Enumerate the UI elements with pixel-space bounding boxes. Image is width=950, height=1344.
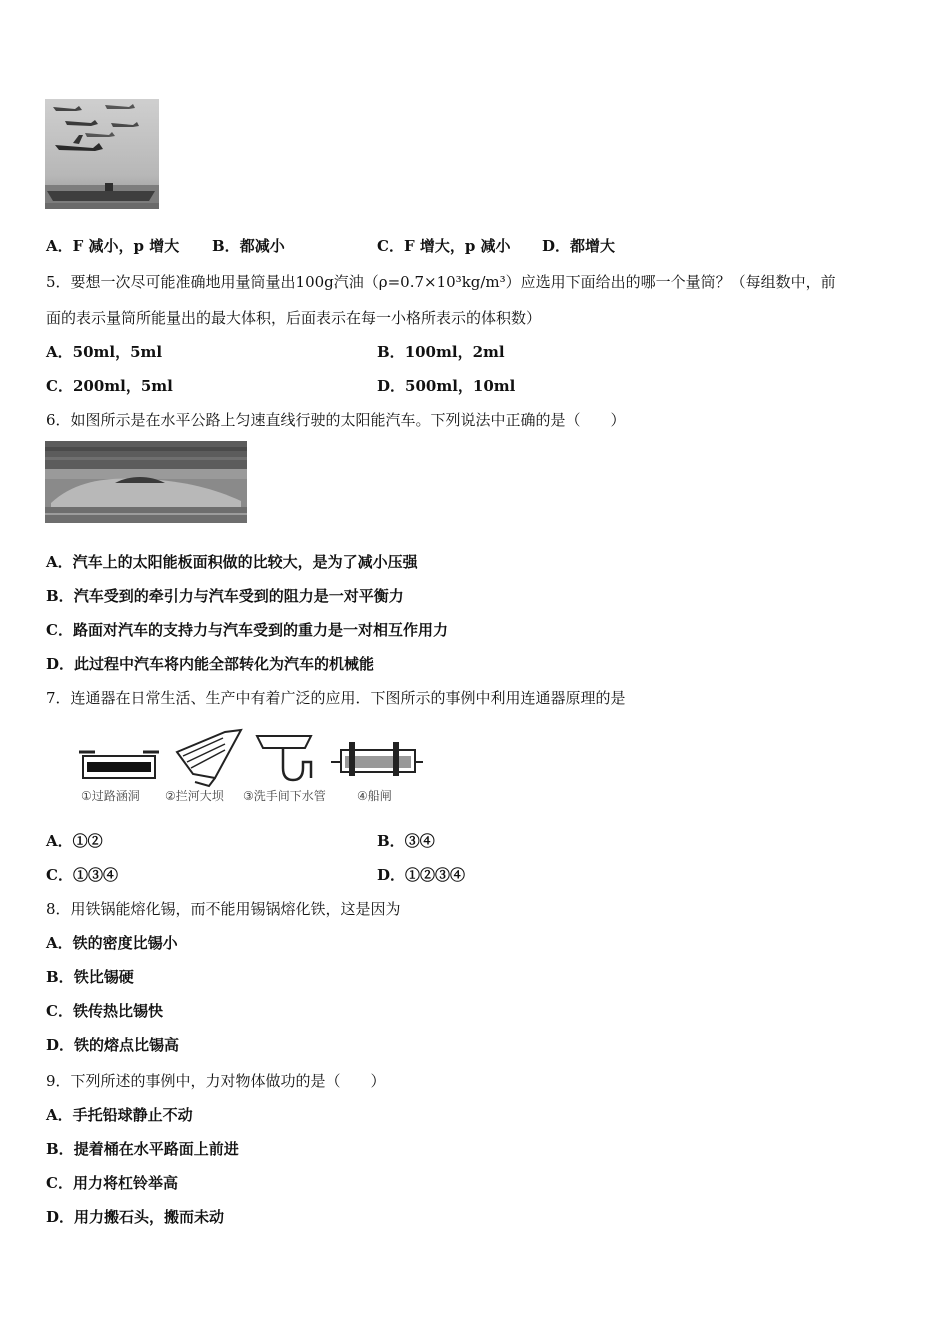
q5-option-c[interactable]: C．200ml，5ml	[46, 377, 173, 395]
q6-option-a[interactable]: A．汽车上的太阳能板面积做的比较大，是为了减小压强	[46, 553, 418, 571]
q9-option-d[interactable]: D．用力搬石头，搬而未动	[46, 1208, 225, 1226]
q5-option-a[interactable]: A．50ml，5ml	[46, 343, 163, 361]
figure-caption-3: ③洗手间下水管	[243, 789, 326, 803]
q6-option-b[interactable]: B．汽车受到的牵引力与汽车受到的阻力是一对平衡力	[46, 587, 404, 605]
connected-vessels-figure	[75, 722, 425, 808]
sink-drain-drawing	[257, 736, 311, 780]
q7-option-c[interactable]: C．①③④	[46, 866, 118, 884]
q8-option-a[interactable]: A．铁的密度比锡小	[46, 934, 178, 952]
q8-option-c[interactable]: C．铁传热比锡快	[46, 1002, 163, 1020]
dam-drawing	[177, 730, 241, 786]
q9-stem: 9．下列所述的事例中，力对物体做功的是（ ）	[46, 1072, 386, 1090]
q9-option-b[interactable]: B．提着桶在水平路面上前进	[46, 1140, 239, 1158]
aircraft-carrier-photo	[45, 99, 159, 209]
q7-option-a[interactable]: A．①②	[46, 832, 103, 850]
culvert-drawing	[79, 752, 159, 778]
figure-caption-2: ②拦河大坝	[165, 789, 224, 803]
q4-option-d[interactable]: D．都增大	[542, 237, 616, 255]
q5-stem-line2: 面的表示量筒所能量出的最大体积，后面表示在每一小格所表示的体积数）	[46, 309, 542, 327]
q8-option-d[interactable]: D．铁的熔点比锡高	[46, 1036, 180, 1054]
q5-option-d[interactable]: D．500ml，10ml	[377, 377, 516, 395]
q9-option-c[interactable]: C．用力将杠铃举高	[46, 1174, 178, 1192]
q6-stem: 6．如图所示是在水平公路上匀速直线行驶的太阳能汽车。下列说法中正确的是（ ）	[46, 411, 626, 429]
q7-stem: 7．连通器在日常生活、生产中有着广泛的应用．下图所示的事例中利用连通器原理的是	[46, 689, 626, 707]
q4-option-a[interactable]: A．F 减小，p 增大	[46, 237, 180, 255]
q7-option-d[interactable]: D．①②③④	[377, 866, 466, 884]
ship-lock-drawing	[331, 742, 423, 776]
q9-option-a[interactable]: A．手托铅球静止不动	[46, 1106, 193, 1124]
q7-option-b[interactable]: B．③④	[377, 832, 435, 850]
q4-option-c[interactable]: C．F 增大，p 减小	[377, 237, 511, 255]
figure-caption-4: ④船闸	[357, 789, 392, 803]
q5-stem-line1: 5．要想一次尽可能准确地用量筒量出100g汽油（ρ=0.7×10³kg/m³）应选用下面给出的哪一个量筒？（每组数中，前	[46, 273, 836, 291]
q6-option-c[interactable]: C．路面对汽车的支持力与汽车受到的重力是一对相互作用力	[46, 621, 448, 639]
q8-stem: 8．用铁锅能熔化锡，而不能用锡锅熔化铁，这是因为	[46, 900, 401, 918]
figure-caption-1: ①过路涵洞	[81, 789, 140, 803]
q4-option-b[interactable]: B．都减小	[212, 237, 285, 255]
solar-car-photo	[45, 441, 247, 523]
q8-option-b[interactable]: B．铁比锡硬	[46, 968, 134, 986]
q5-option-b[interactable]: B．100ml，2ml	[377, 343, 505, 361]
q6-option-d[interactable]: D．此过程中汽车将内能全部转化为汽车的机械能	[46, 655, 375, 673]
